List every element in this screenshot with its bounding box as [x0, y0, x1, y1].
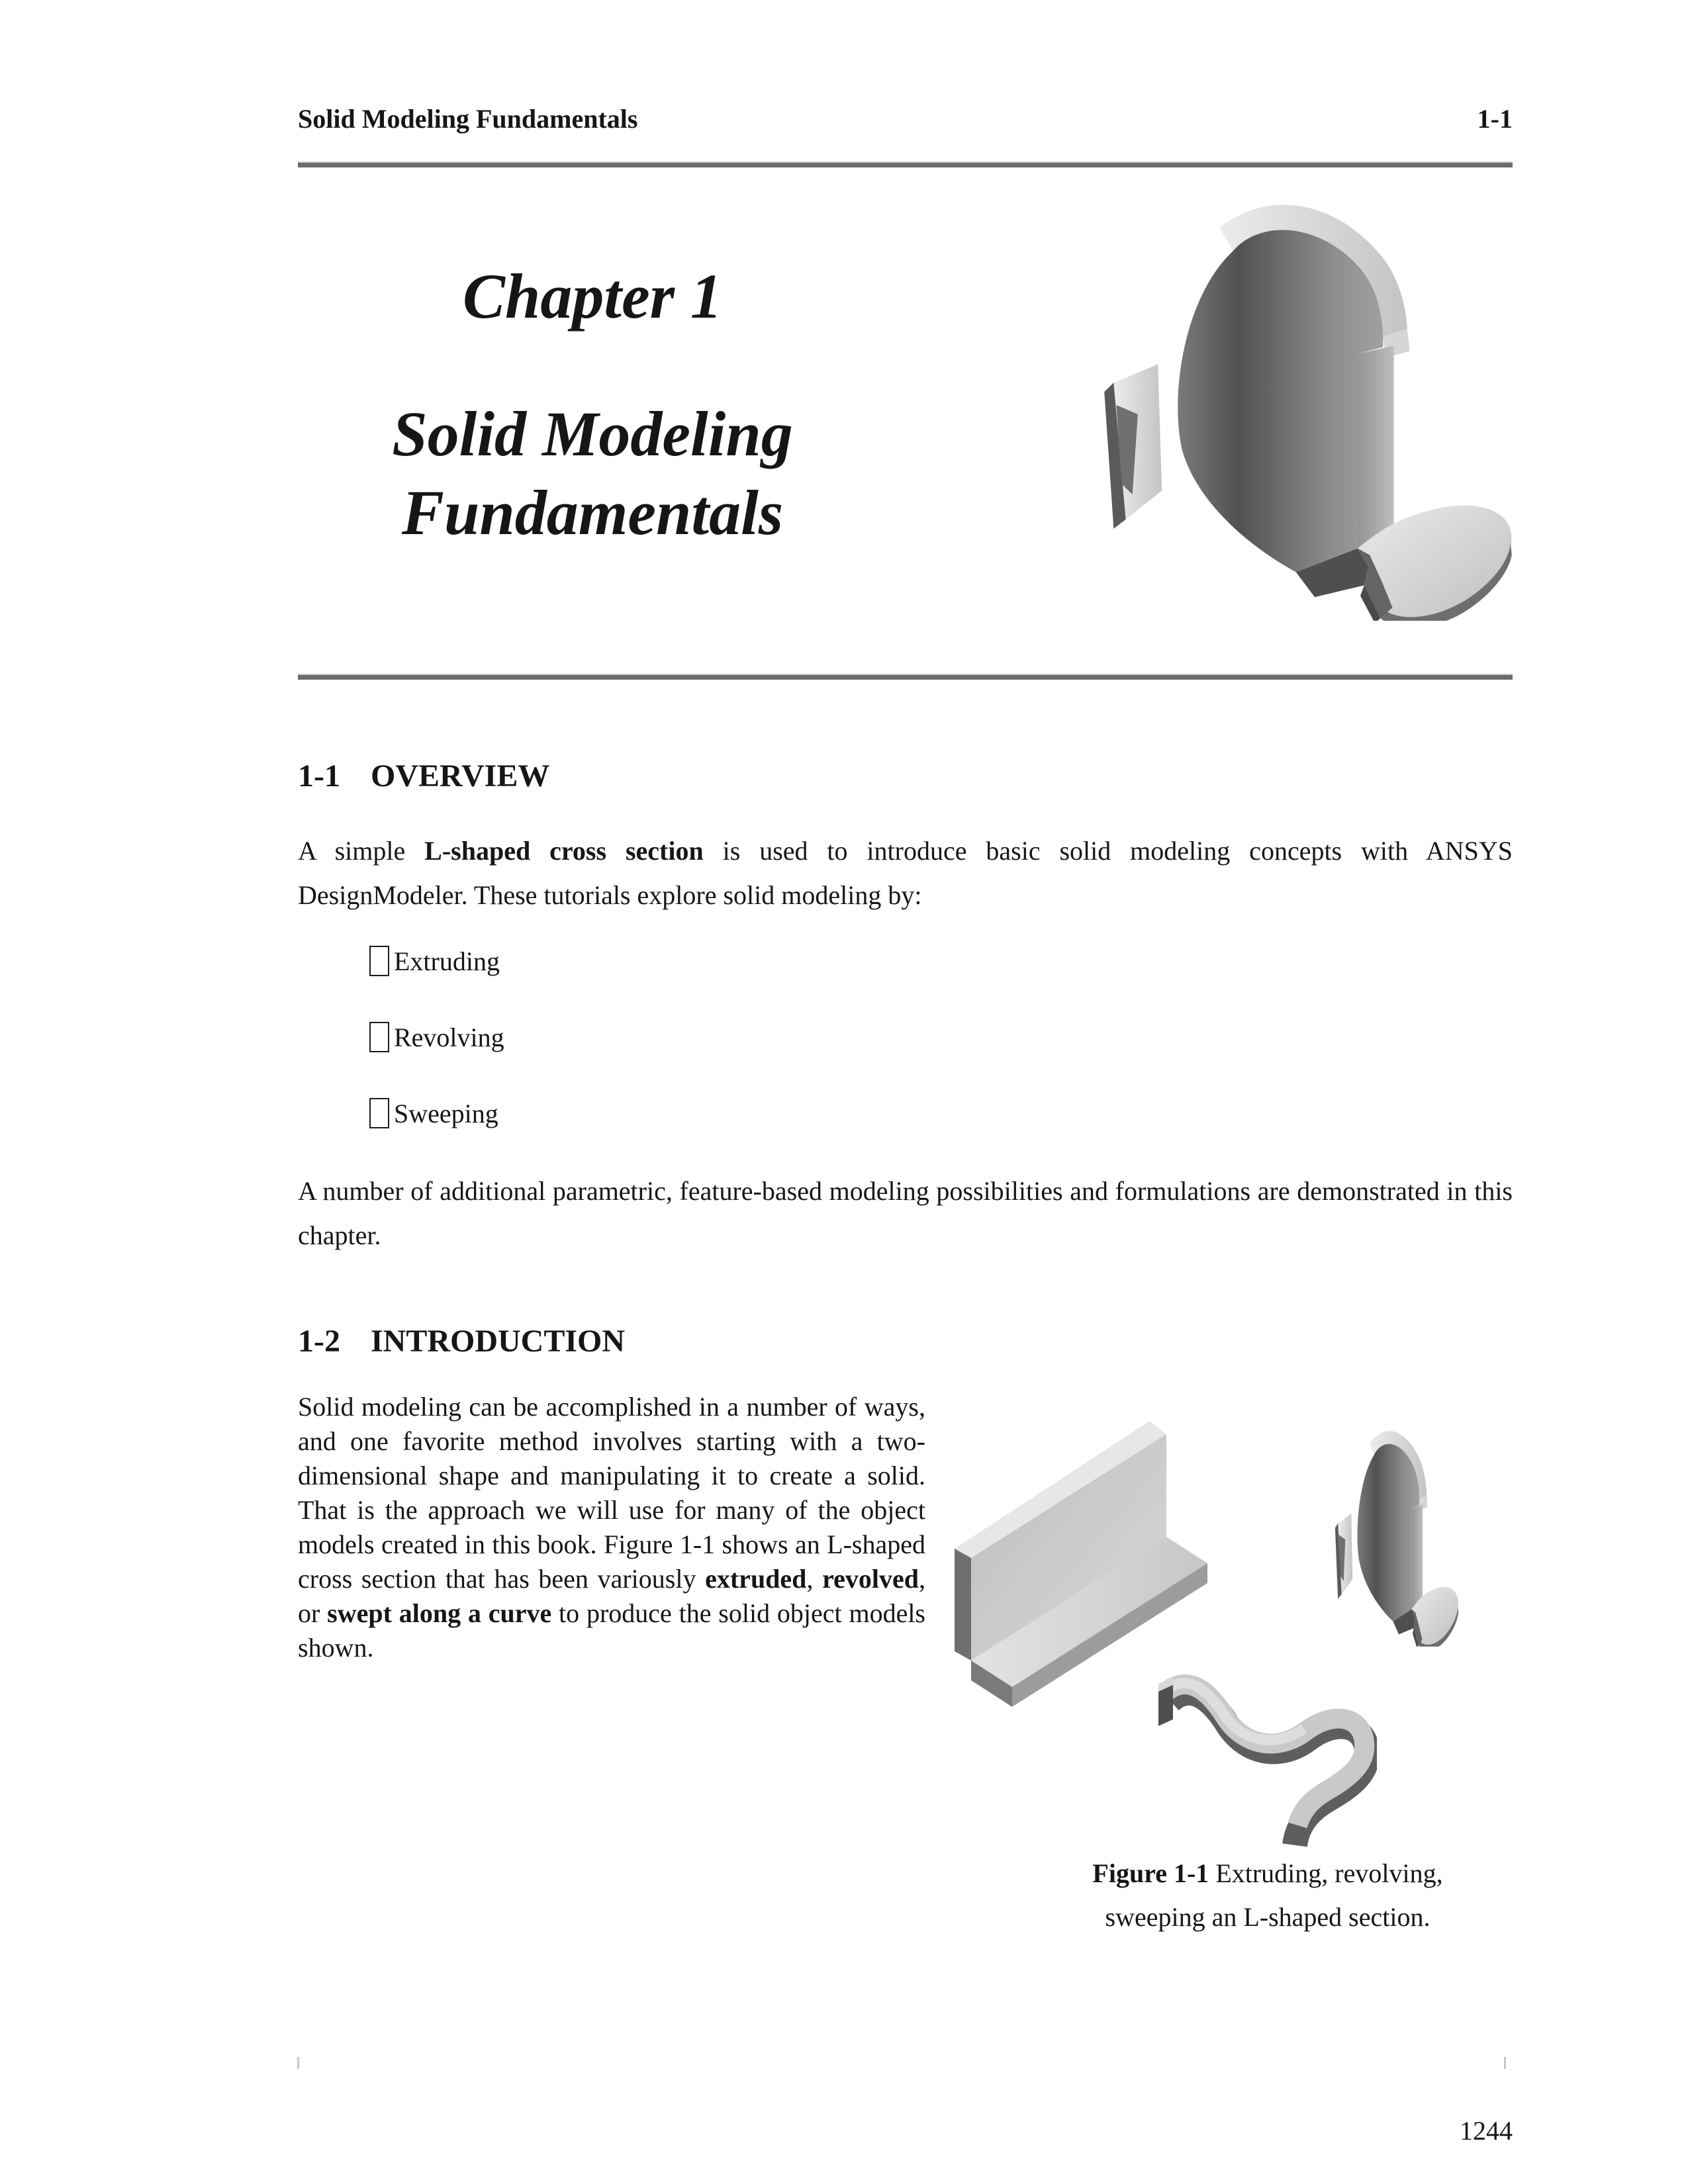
scan-artifact-tick [1504, 2057, 1506, 2069]
running-header-title: Solid Modeling Fundamentals [298, 104, 638, 134]
introduction-paragraph: Solid modeling can be accomplished in a number of ways, and one favorite method involves starting with a two-dimensional shape and manipulating it to create a solid. That is the approach we will use for many of the object models created in this book. Figure 1-1 shows an L-shaped cross section that has been variously extruded, revolved, or swept along a curve to produce the solid object models shown. [298, 1392, 926, 1662]
revolved-solid-small-svg [1332, 1422, 1462, 1647]
list-item [369, 945, 504, 978]
bullet-label: Sweeping [394, 1099, 498, 1128]
list-item [369, 1021, 504, 1054]
overview-paragraph-1: A simple L-shaped cross section is used to introduce basic solid modeling concepts with ANSYS DesignModeler. These tutorials explore solid modeling by: [298, 836, 1513, 910]
section-label: OVERVIEW [370, 758, 550, 794]
running-header-page-label: 1-1 [1477, 104, 1513, 134]
section-number: 1-2 [298, 1324, 340, 1359]
revolved-solid-large-graphic [1094, 187, 1523, 621]
figure-caption-line1: Figure 1-1 Extruding, revolving, [1092, 1858, 1443, 1888]
running-header [298, 103, 1513, 135]
figure-revolved-l-section-graphic [1332, 1422, 1462, 1647]
figure-extruded-l-beam-graphic [948, 1418, 1213, 1709]
list-item [369, 1097, 504, 1130]
section-heading-introduction [298, 1324, 625, 1359]
chapter-title-line1: Solid Modeling [392, 398, 793, 469]
chapter-art-revolved-solid-icon [1094, 187, 1523, 621]
bullet-label: Extruding [394, 946, 500, 976]
missing-glyph-box-icon [369, 1098, 389, 1128]
chapter-title-line2: Fundamentals [401, 477, 784, 548]
missing-glyph-box-icon [369, 1022, 389, 1052]
extruded-l-beam-svg [948, 1418, 1213, 1709]
chapter-title [298, 394, 887, 552]
chapter-number-title: Chapter 1 [462, 261, 723, 332]
header-divider-rule [298, 161, 1513, 167]
chapter-divider-rule [298, 674, 1513, 680]
bullet-label: Revolving [394, 1023, 504, 1052]
section-label: INTRODUCTION [370, 1324, 626, 1359]
page-number: 1244 [1460, 2116, 1513, 2146]
figure-caption [993, 1852, 1542, 1939]
scan-artifact-tick [297, 2057, 299, 2069]
section-number: 1-1 [298, 758, 340, 794]
section-heading-overview [298, 758, 549, 794]
figure-swept-l-ribbon-graphic [1154, 1666, 1377, 1850]
overview-bullet-list [369, 945, 504, 1173]
swept-ribbon-svg [1154, 1666, 1377, 1850]
figure-caption-line2: sweeping an L-shaped section. [1105, 1902, 1430, 1932]
overview-paragraph-2: A number of additional parametric, feature-based modeling possibilities and formulations are demonstrated in this chapter. [298, 1176, 1513, 1250]
missing-glyph-box-icon [369, 946, 389, 976]
